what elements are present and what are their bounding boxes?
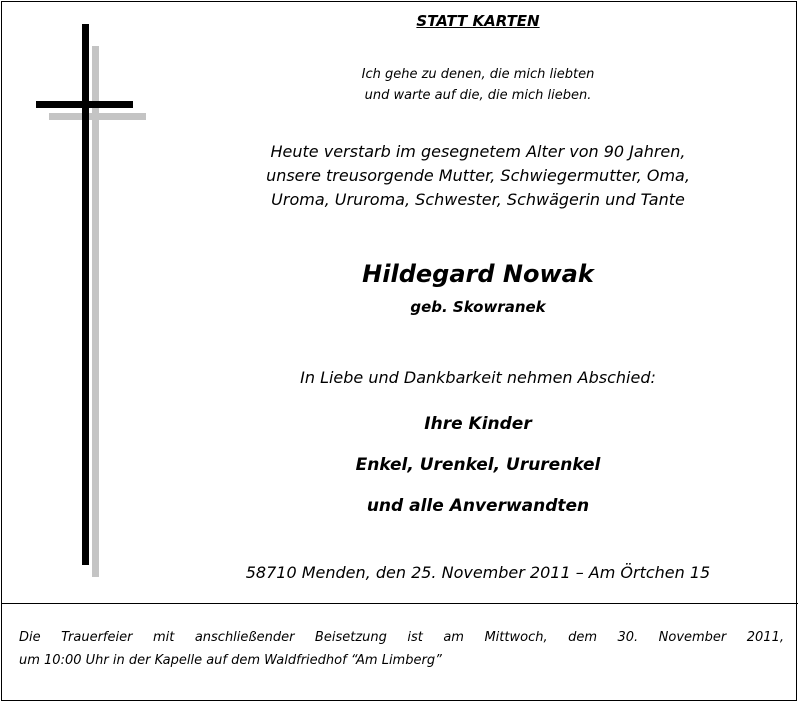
- heading: STATT KARTEN: [416, 12, 540, 30]
- mourner-line-3: und alle Anverwandten: [366, 496, 590, 516]
- mourner-line-2: Enkel, Urenkel, Ururenkel: [355, 455, 601, 475]
- cross-shadow-horizontal: [49, 113, 146, 120]
- mourner-line-1: Ihre Kinder: [424, 414, 532, 434]
- place-date-line: 58710 Menden, den 25. November 2011 – Am Örtchen 15: [245, 563, 711, 582]
- notice-line-2: unsere treusorgende Mutter, Schwiegermutter, Oma,: [266, 166, 690, 185]
- farewell-line: In Liebe und Dankbarkeit nehmen Abschied:: [300, 368, 656, 387]
- motto-line-2: und warte auf die, die mich lieben.: [364, 88, 592, 103]
- section-divider: [1, 603, 798, 604]
- funeral-info-line-1: Die Trauerfeier mit anschließender Beisetzung ist am Mittwoch, dem 30. November 2011,: [19, 630, 784, 645]
- funeral-info-line-2: um 10:00 Uhr in der Kapelle auf dem Waldfriedhof “Am Limberg”: [19, 653, 442, 668]
- cross-horizontal-beam: [36, 101, 133, 108]
- motto-line-1: Ich gehe zu denen, die mich liebten: [361, 67, 595, 82]
- notice-line-3: Uroma, Ururoma, Schwester, Schwägerin und Tante: [271, 190, 685, 209]
- maiden-name: geb. Skowranek: [410, 298, 546, 316]
- notice-line-1: Heute verstarb im gesegnetem Alter von 90 Jahren,: [270, 142, 686, 161]
- cross-shadow-vertical: [92, 46, 99, 577]
- deceased-name: Hildegard Nowak: [362, 260, 594, 288]
